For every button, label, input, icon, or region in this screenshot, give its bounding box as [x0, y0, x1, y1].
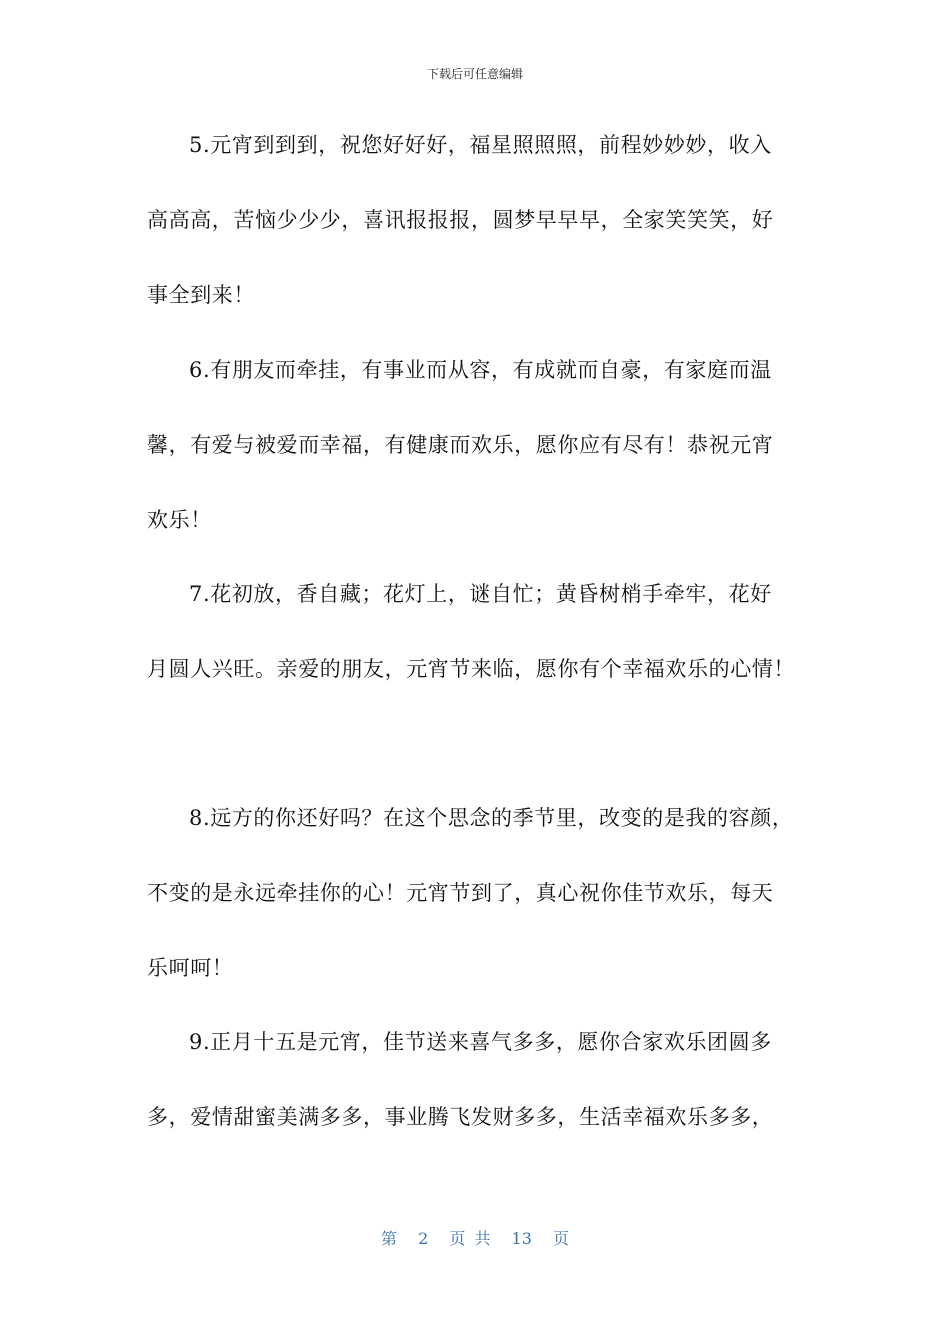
paragraph-line: 5.元宵到到到，祝您好好好，福星照照照，前程妙妙妙，收入: [189, 133, 772, 157]
paragraph-line: 事全到来！: [147, 283, 255, 307]
paragraph-7: [147, 557, 807, 707]
current-page-number: 2: [418, 1229, 429, 1248]
paragraph-line: 馨，有爱与被爱而幸福，有健康而欢乐，愿你应有尽有！恭祝元宵: [147, 433, 774, 457]
paragraph-line: 8.远方的你还好吗？在这个思念的季节里，改变的是我的容颜，: [189, 806, 794, 830]
paragraph-line: 欢乐！: [147, 508, 212, 532]
paragraph-9: [147, 1005, 807, 1155]
paragraph-8: [147, 781, 807, 1006]
footer-suffix: 页: [553, 1229, 570, 1248]
paragraph-line: 乐呵呵！: [147, 956, 234, 980]
paragraph-line: 不变的是永远牵挂你的心！元宵节到了，真心祝你佳节欢乐，每天: [147, 881, 774, 905]
footer-middle: 页 共: [449, 1229, 491, 1248]
paragraph-line: 6.有朋友而牵挂，有事业而从容，有成就而自豪，有家庭而温: [189, 358, 772, 382]
paragraph-line: 7.花初放，香自藏；花灯上，谜自忙；黄昏树梢手牵牢，花好: [189, 582, 772, 606]
paragraph-line: 多，爱情甜蜜美满多多，事业腾飞发财多多，生活幸福欢乐多多，: [147, 1105, 774, 1129]
footer-prefix: 第: [380, 1229, 397, 1248]
paragraph-5: [147, 108, 807, 333]
paragraph-line: 高高高，苦恼少少少，喜讯报报报，圆梦早早早，全家笑笑笑，好: [147, 208, 774, 232]
page-header: 下载后可任意编辑: [426, 67, 523, 81]
total-pages-number: 13: [511, 1229, 532, 1248]
page-footer: [0, 1229, 950, 1249]
paragraph-line: 月圆人兴旺。亲爱的朋友，元宵节来临，愿你有个幸福欢乐的心情！: [147, 657, 795, 681]
paragraph-line: 9.正月十五是元宵，佳节送来喜气多多，愿你合家欢乐团圆多: [189, 1030, 772, 1054]
paragraph-6: [147, 333, 807, 558]
